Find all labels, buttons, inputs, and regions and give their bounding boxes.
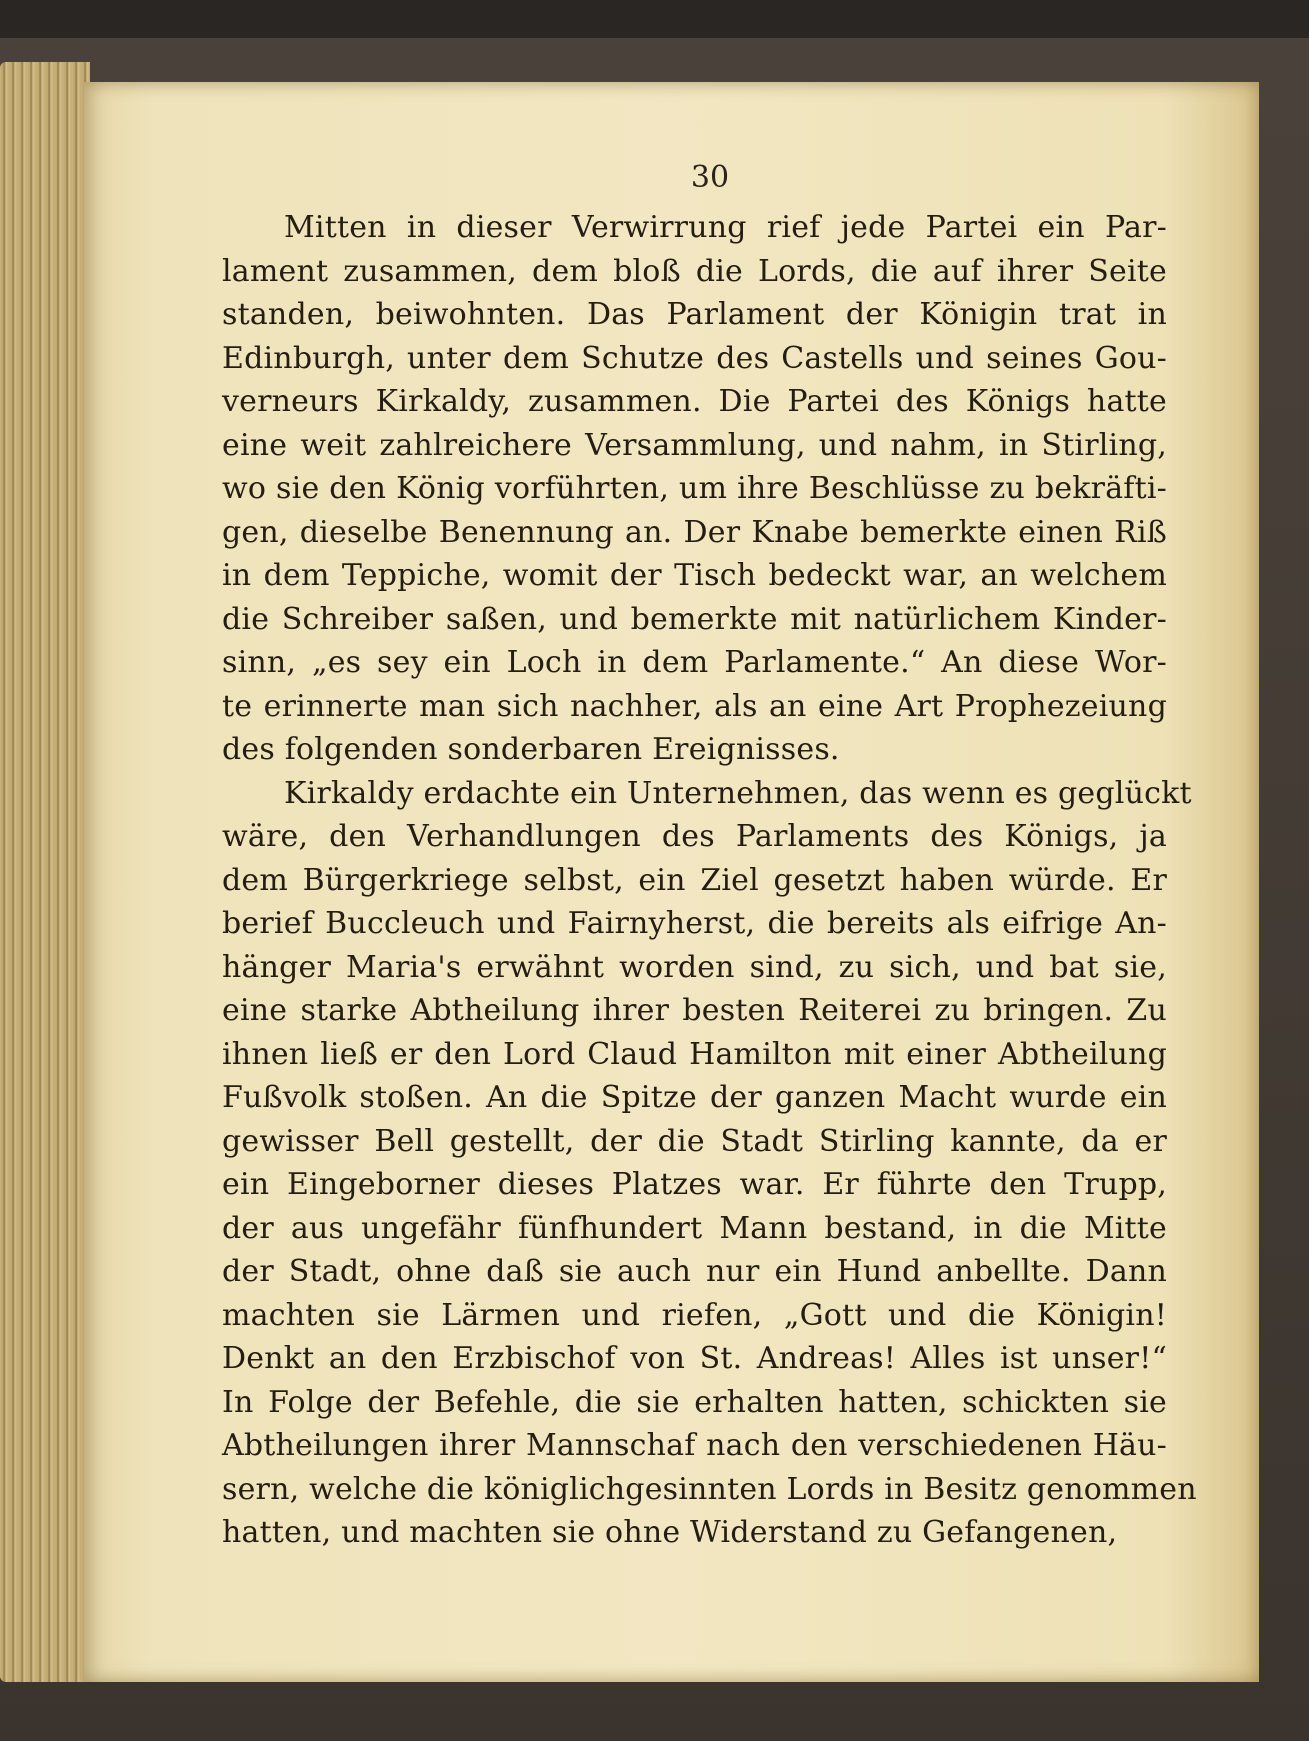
body-text	[222, 206, 1197, 1555]
text-line: Edinburgh, unter dem Schutze des Castells und seines Gou-	[222, 340, 1167, 376]
text-line: In Folge der Befehle, die sie erhalten hatten, schickten sie	[222, 1384, 1167, 1420]
text-line: ein Eingeborner dieses Platzes war. Er führte den Trupp,	[222, 1167, 1167, 1202]
text-line: wäre, den Verhandlungen des Parlaments des Königs, ja	[222, 819, 1167, 854]
text-line: machten sie Lärmen und riefen, „Gott und die Königin!	[222, 1297, 1167, 1333]
text-line: Mitten in dieser Verwirrung rief jede Partei ein Par-	[284, 210, 1167, 245]
paragraph-2	[222, 772, 1197, 1555]
paragraph-1	[222, 206, 1167, 772]
text-line: standen, beiwohnten. Das Parlament der Königin trat in	[222, 297, 1167, 332]
text-line: gen, dieselbe Benennung an. Der Knabe bemerkte einen Riß	[222, 514, 1167, 550]
text-line: der Stadt, ohne daß sie auch nur ein Hund anbellte. Dann	[222, 1254, 1167, 1289]
text-line: eine starke Abtheilung ihrer besten Reiterei zu bringen. Zu	[222, 993, 1167, 1028]
text-line: Kirkaldy erdachte ein Unternehmen, das wenn es geglückt	[284, 775, 1192, 811]
text-line: sinn, „es sey ein Loch in dem Parlamente.“ An diese Wor-	[222, 645, 1167, 680]
text-line: dem Bürgerkriege selbst, ein Ziel gesetzt haben würde. Er	[222, 862, 1167, 898]
text-line: Denkt an den Erzbischof von St. Andreas! Alles ist unser!“	[222, 1341, 1167, 1376]
text-line: hänger Maria's erwähnt worden sind, zu sich, und bat sie,	[222, 949, 1167, 985]
text-line: wo sie den König vorführten, um ihre Beschlüsse zu bekräfti-	[222, 471, 1167, 506]
text-line: gewisser Bell gestellt, der die Stadt Stirling kannte, da er	[222, 1123, 1167, 1159]
text-line: des folgenden sonderbaren Ereignisses.	[222, 732, 840, 767]
text-line: hatten, und machten sie ohne Widerstand zu Gefangenen,	[222, 1515, 1118, 1550]
text-line: Fußvolk stoßen. An die Spitze der ganzen Macht wurde ein	[222, 1080, 1167, 1115]
text-line: eine weit zahlreichere Versammlung, und nahm, in Stirling,	[222, 427, 1167, 463]
text-line: Abtheilungen ihrer Mannschaf nach den verschiedenen Häu-	[222, 1428, 1167, 1463]
text-line: in dem Teppiche, womit der Tisch bedeckt war, an welchem	[222, 558, 1167, 593]
text-line: sern, welche die königlichgesinnten Lords in Besitz genommen	[222, 1471, 1197, 1507]
text-line: die Schreiber saßen, und bemerkte mit natürlichem Kinder-	[222, 601, 1167, 637]
text-line: verneurs Kirkaldy, zusammen. Die Partei des Königs hatte	[222, 384, 1167, 419]
page-edges	[0, 62, 90, 1682]
text-line: te erinnerte man sich nachher, als an eine Art Prophezeiung	[222, 688, 1167, 724]
text-line: der aus ungefähr fünfhundert Mann bestand, in die Mitte	[222, 1210, 1167, 1246]
text-line: ihnen ließ er den Lord Claud Hamilton mit einer Abtheilung	[222, 1036, 1167, 1072]
text-line: lament zusammen, dem bloß die Lords, die auf ihrer Seite	[222, 253, 1167, 289]
text-line: berief Buccleuch und Fairnyherst, die bereits als eifrige An-	[222, 906, 1167, 941]
page-number: 30	[690, 160, 730, 195]
